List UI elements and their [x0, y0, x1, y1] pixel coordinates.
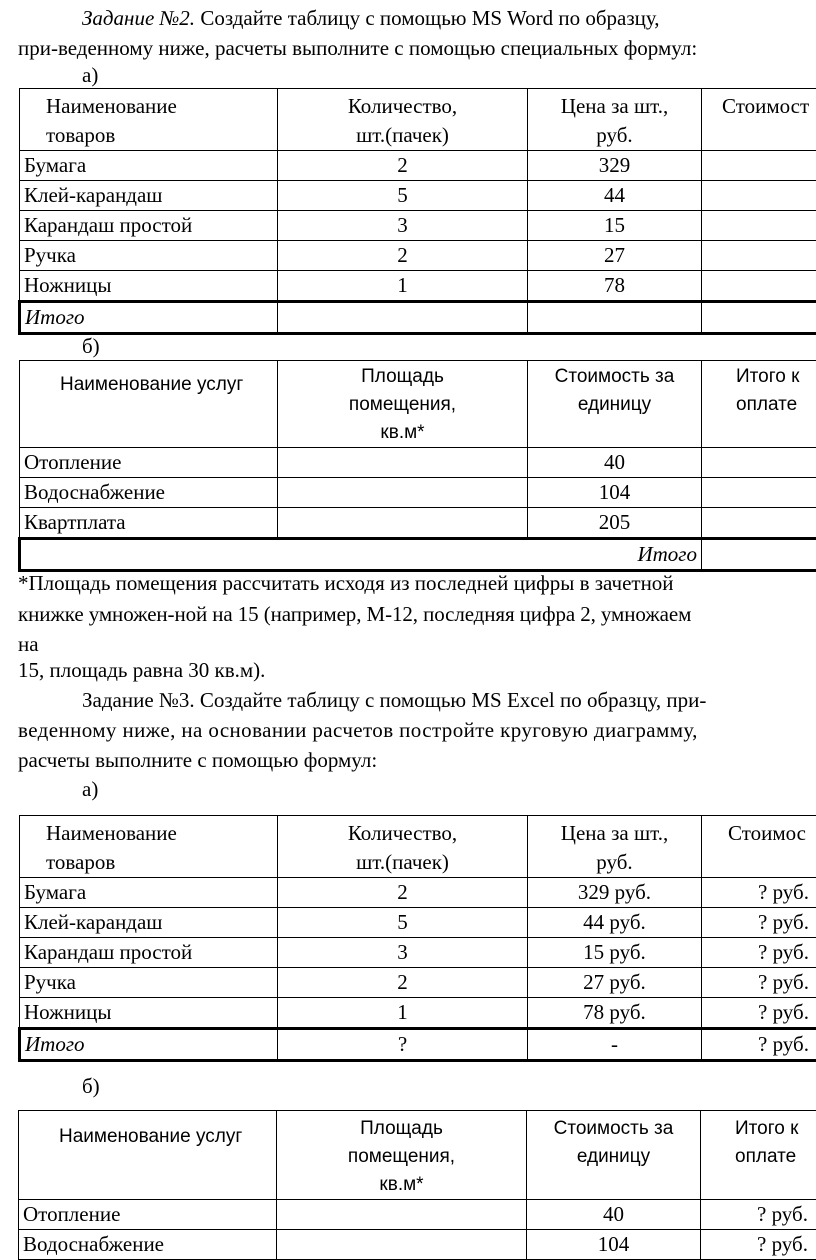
header-service: Наименование услуг [20, 361, 278, 448]
task2-line1 [82, 8, 660, 29]
task2-b-label: б) [82, 336, 100, 357]
table-row: Отопление 40 ? руб. [19, 1200, 816, 1230]
footnote-line4: 15, площадь равна 30 кв.м). [18, 660, 265, 681]
table-row: Отопление 40 [20, 448, 816, 478]
task3-line2: веденному ниже, на основании расчетов постройте круговую диаграмму, [18, 720, 698, 741]
task2-title: Задание №2. [82, 6, 195, 30]
table-row: Бумага 2 329 [20, 151, 816, 181]
table-row: Ножницы 1 78 [20, 271, 816, 302]
table-row: Водоснабжение 104 [20, 478, 816, 508]
footnote-line1: *Площадь помещения рассчитать исходя из последней цифры в зачетной [18, 573, 808, 594]
footnote-line2: книжке умножен-ной на 15 (например, М-12, последняя цифра 2, умножаем [18, 604, 816, 625]
header-cost: Стоимост [702, 89, 816, 151]
table-header-row [19, 1111, 816, 1200]
task2-line2: при-веденному ниже, расчеты выполните с помощью специальных формул: [18, 38, 697, 59]
task2-table-b [18, 360, 816, 572]
task3-line3: расчеты выполните с помощью формул: [18, 750, 377, 771]
footnote-line3: на [18, 634, 39, 655]
table-row: Ручка 2 27 руб. ? руб. [20, 968, 816, 998]
task2-line1-text: Создайте таблицу с помощью MS Word по образцу, [195, 6, 659, 30]
table-row: Клей-карандаш 5 44 руб. ? руб. [20, 908, 816, 938]
task3-line1: Задание №3. Создайте таблицу с помощью MS Excel по образцу, при- [82, 690, 706, 711]
task3-table-a [18, 815, 816, 1062]
table-header-row [20, 89, 816, 151]
table-row: Квартплата 205 [20, 508, 816, 539]
header-name: Наименование товаров [20, 89, 278, 151]
header-name: Наименование товаров [20, 816, 278, 878]
header-cost: Стоимос [702, 816, 816, 878]
header-total-pay: Итого к оплате [701, 1111, 816, 1200]
header-total-pay: Итого к оплате [702, 361, 816, 448]
task2-table-a [18, 88, 816, 335]
total-row [20, 302, 816, 334]
task3-b-label: б) [82, 1076, 100, 1097]
table-row: Ножницы 1 78 руб. ? руб. [20, 998, 816, 1029]
total-label: Итого [25, 305, 85, 329]
table-header-row [20, 816, 816, 878]
header-area: Площадь помещения, кв.м* [278, 361, 528, 448]
header-quantity: Количество, шт.(пачек) [278, 816, 528, 878]
task2-a-label: а) [82, 65, 98, 86]
table-header-row [20, 361, 816, 448]
header-quantity: Количество, шт.(пачек) [278, 89, 528, 151]
table-row: Ручка 2 27 [20, 241, 816, 271]
header-price: Цена за шт., руб. [528, 89, 702, 151]
task3-a-label: а) [82, 779, 98, 800]
header-unit-cost: Стоимость за единицу [528, 361, 702, 448]
total-label: Итого [637, 542, 697, 566]
table-row: Карандаш простой 3 15 [20, 211, 816, 241]
table-row: Клей-карандаш 5 44 [20, 181, 816, 211]
total-row [20, 539, 816, 571]
total-label: Итого [25, 1032, 85, 1056]
header-service: Наименование услуг [19, 1111, 277, 1200]
table-row: Водоснабжение 104 ? руб. [19, 1230, 816, 1260]
total-row: Итого ? - ? руб. [20, 1029, 816, 1061]
header-price: Цена за шт., руб. [528, 816, 702, 878]
table-row: Карандаш простой 3 15 руб. ? руб. [20, 938, 816, 968]
header-area: Площадь помещения, кв.м* [277, 1111, 527, 1200]
table-row: Бумага 2 329 руб. ? руб. [20, 878, 816, 908]
task3-table-b [18, 1110, 816, 1260]
header-unit-cost: Стоимость за единицу [527, 1111, 701, 1200]
